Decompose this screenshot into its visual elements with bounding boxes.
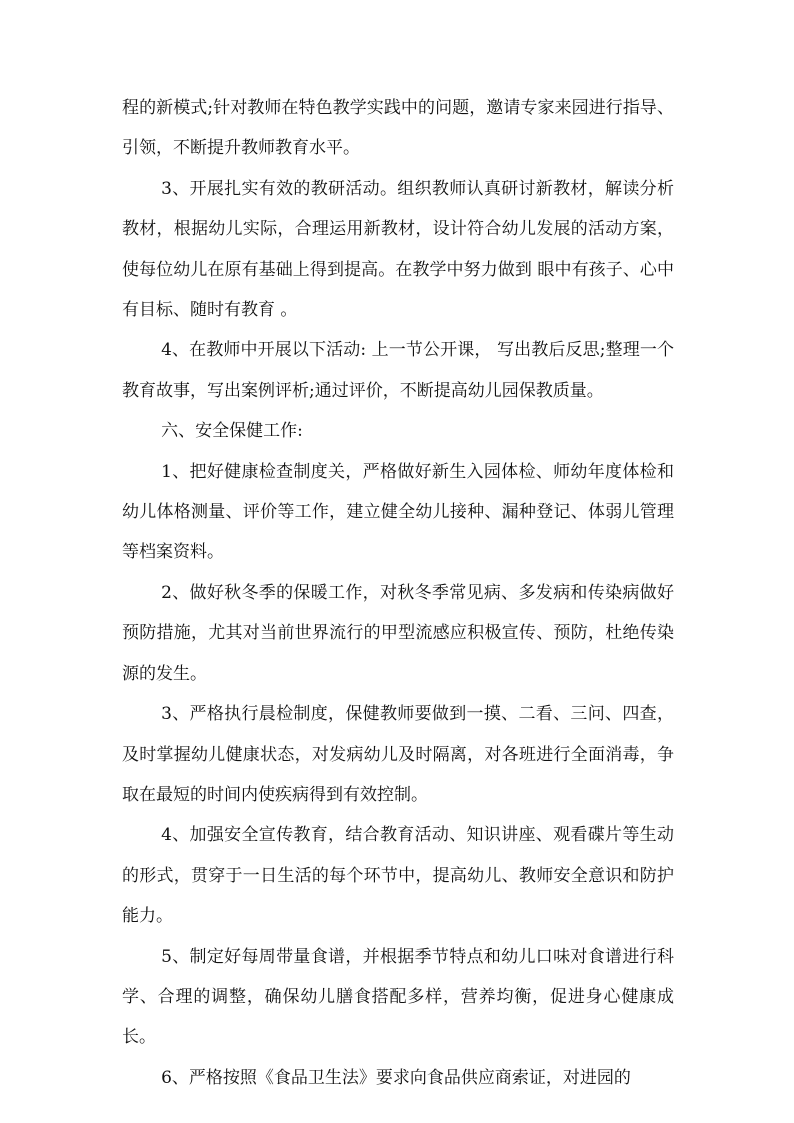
paragraph-safety-2: 2、做好秋冬季的保暖工作，对秋冬季常见病、多发病和传染病做好预防措施，尤其对当前世界流行的甲型流感应积极宣传、预防，杜绝传染源的发生。 [122, 582, 674, 684]
paragraph-continuation: 程的新模式;针对教师在特色教学实践中的问题，邀请专家来园进行指导、引领，不断提升教师教育水平。 [122, 98, 674, 159]
paragraph-safety-4: 4、加强安全宣传教育，结合教育活动、知识讲座、观看碟片等生动的形式，贯穿于一日生活的每个环节中，提高幼儿、教师安全意识和防护能力。 [122, 825, 674, 927]
paragraph-item-3: 3、开展扎实有效的教研活动。组织教师认真研讨新教材，解读分析教材，根据幼儿实际，合理运用新教材，设计符合幼儿发展的活动方案，使每位幼儿在原有基础上得到提高。在教学中努力做到 眼中有孩子、心中有目标、随时有教育 。 [122, 178, 674, 321]
section-heading-safety: 六、安全保健工作: [161, 421, 303, 442]
paragraph-safety-6: 6、严格按照《食品卫生法》要求向食品供应商索证，对进园的 [161, 1067, 631, 1088]
paragraph-safety-5: 5、制定好每周带量食谱，并根据季节特点和幼儿口味对食谱进行科学、合理的调整，确保幼儿膳食搭配多样，营养均衡，促进身心健康成长。 [122, 946, 674, 1048]
paragraph-item-4: 4、在教师中开展以下活动: 上一节公开课， 写出教后反思;整理一个教育故事，写出案例评析;通过评价，不断提高幼儿园保教质量。 [122, 340, 674, 401]
paragraph-safety-3: 3、严格执行晨检制度，保健教师要做到一摸、二看、三问、四查，及时掌握幼儿健康状态，对发病幼儿及时隔离，对各班进行全面消毒，争取在最短的时间内使疾病得到有效控制。 [122, 704, 674, 805]
document-body [122, 88, 674, 1098]
paragraph-safety-1: 1、把好健康检查制度关，严格做好新生入园体检、师幼年度体检和幼儿体格测量、评价等工作，建立健全幼儿接种、漏种登记、体弱儿管理等档案资料。 [122, 461, 674, 563]
